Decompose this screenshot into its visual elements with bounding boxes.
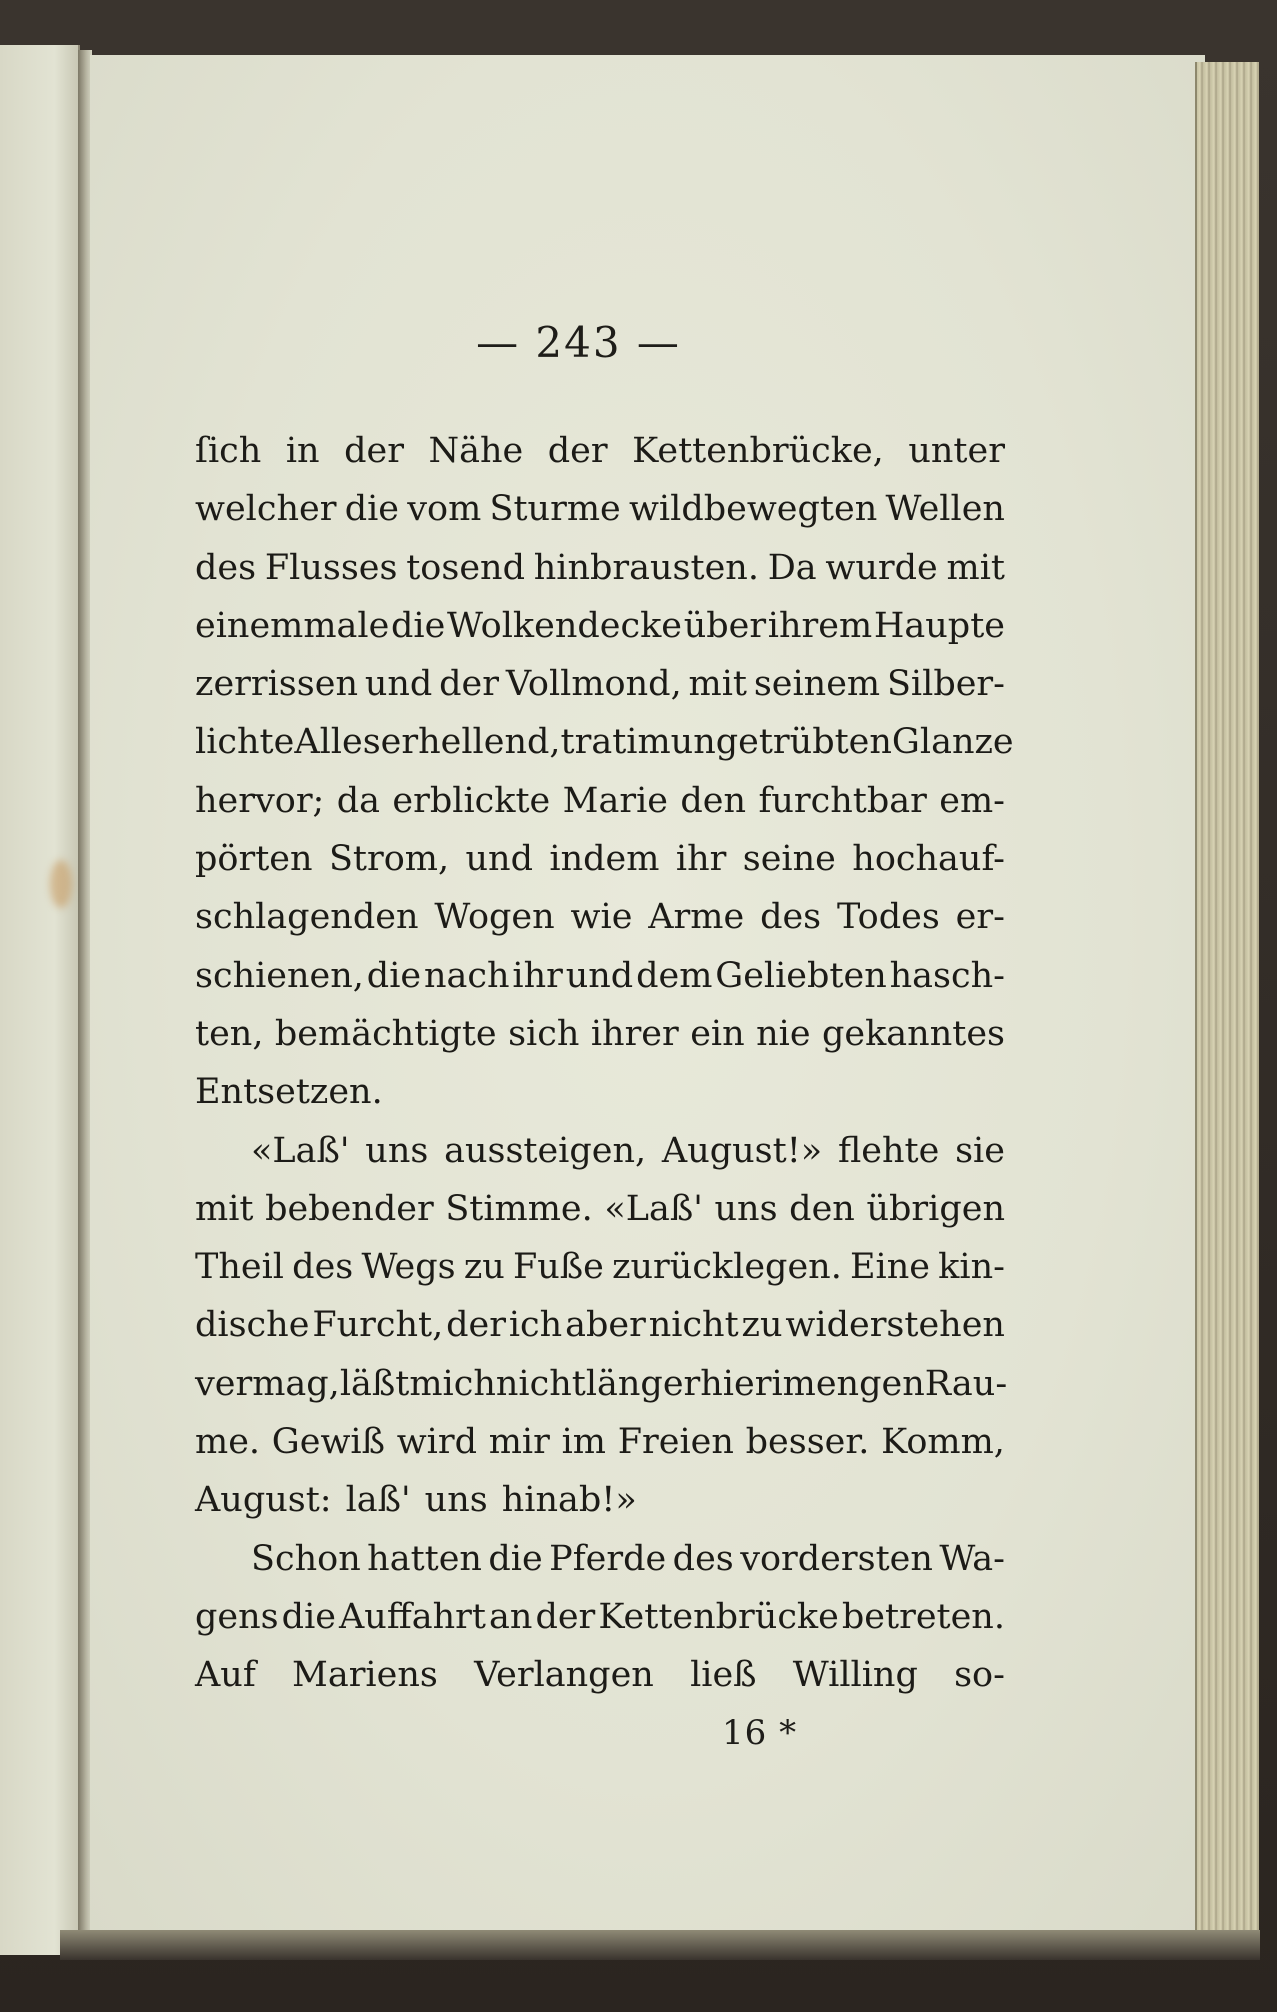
word: den bbox=[789, 1188, 855, 1229]
word: bebender bbox=[265, 1188, 434, 1229]
word: «Laß' bbox=[251, 1130, 350, 1171]
word: im bbox=[561, 1422, 606, 1463]
word: flehte bbox=[837, 1130, 940, 1171]
word: schlagenden bbox=[195, 897, 419, 938]
word: gekanntes bbox=[821, 1013, 1005, 1054]
word: unter bbox=[908, 431, 1005, 471]
word: welcher bbox=[195, 489, 337, 530]
paper-stain bbox=[50, 860, 72, 908]
word: in bbox=[285, 431, 320, 471]
word: die bbox=[366, 955, 422, 996]
word: die bbox=[281, 1596, 336, 1637]
word: und bbox=[465, 839, 534, 880]
word: Auffahrt bbox=[339, 1596, 486, 1637]
word: wurde bbox=[825, 547, 938, 588]
word: des bbox=[760, 897, 822, 938]
word: ihrer bbox=[590, 1013, 679, 1054]
word: mit bbox=[688, 664, 747, 705]
word: aussteigen, bbox=[444, 1130, 647, 1171]
word: den bbox=[680, 780, 747, 821]
word: erhellend, bbox=[380, 722, 561, 763]
text-line bbox=[195, 1005, 1005, 1063]
word: ſich bbox=[195, 431, 262, 471]
word: und bbox=[364, 664, 433, 705]
text-line bbox=[195, 1646, 1005, 1704]
word: hatten bbox=[367, 1538, 482, 1579]
word: Wegs bbox=[361, 1247, 456, 1288]
word: Geliebten bbox=[715, 955, 887, 996]
word: Wellen bbox=[885, 489, 1005, 530]
word: länger bbox=[585, 1363, 701, 1404]
text-line bbox=[195, 1471, 1005, 1529]
word: Nähe bbox=[428, 431, 524, 471]
text-line bbox=[195, 655, 1005, 713]
word: Glanze bbox=[891, 722, 1014, 763]
word: Vollmond, bbox=[505, 664, 682, 705]
word: vermag, bbox=[195, 1363, 340, 1404]
word: mich bbox=[409, 1363, 496, 1404]
word: mit bbox=[946, 547, 1005, 588]
word: hervor; bbox=[195, 780, 325, 821]
word: Todes bbox=[837, 897, 940, 938]
word: so- bbox=[954, 1655, 1005, 1696]
word: uns bbox=[714, 1188, 778, 1229]
word: sie bbox=[955, 1130, 1005, 1171]
word: nicht bbox=[648, 1305, 739, 1346]
word: gens bbox=[195, 1596, 279, 1637]
word: lichte bbox=[195, 722, 295, 763]
word: ihr bbox=[512, 955, 563, 996]
word: wildbewegten bbox=[628, 489, 878, 530]
word: Verlangen bbox=[474, 1655, 654, 1696]
word: im bbox=[626, 722, 671, 763]
word: August!» bbox=[661, 1130, 823, 1171]
text-line bbox=[195, 1180, 1005, 1238]
word: hinbrausten. bbox=[533, 547, 759, 588]
text-line bbox=[195, 597, 1005, 655]
word: Mariens bbox=[292, 1655, 438, 1696]
word: «Laß' bbox=[604, 1188, 703, 1229]
word: Entsetzen. bbox=[195, 1072, 383, 1113]
word: betreten. bbox=[841, 1596, 1005, 1637]
word: Theil bbox=[195, 1247, 284, 1288]
word: ihrem bbox=[767, 605, 873, 646]
word: der bbox=[446, 1305, 506, 1346]
word: ungetrübten bbox=[670, 722, 892, 763]
word: Kettenbrücke, bbox=[632, 431, 884, 471]
word: aber bbox=[565, 1305, 646, 1346]
word: der bbox=[535, 1596, 596, 1637]
word: der bbox=[547, 431, 608, 471]
word: er- bbox=[955, 897, 1005, 938]
word: einemmale bbox=[195, 605, 390, 646]
word: Flusses bbox=[264, 547, 398, 588]
word: ihr bbox=[675, 839, 727, 880]
word: hochauf- bbox=[852, 839, 1005, 880]
word: Gewiß bbox=[271, 1422, 385, 1463]
word: Wogen bbox=[434, 897, 555, 938]
word: Eine bbox=[850, 1247, 930, 1288]
word: ließ bbox=[690, 1655, 757, 1696]
word: des bbox=[672, 1538, 734, 1579]
word: ten, bbox=[195, 1013, 264, 1054]
text-line bbox=[195, 947, 1005, 1005]
text-line bbox=[195, 1063, 1005, 1121]
text-line bbox=[195, 713, 1014, 771]
word: Strom, bbox=[328, 839, 450, 880]
word: sich bbox=[508, 1013, 580, 1054]
word: indem bbox=[549, 839, 660, 880]
word: Alles bbox=[294, 722, 381, 763]
word: vom bbox=[407, 489, 482, 530]
signature-mark: 16 * bbox=[722, 1713, 798, 1753]
word: Schon bbox=[251, 1538, 361, 1579]
text-line bbox=[195, 1530, 1005, 1588]
word: Willing bbox=[792, 1655, 918, 1696]
word: zu bbox=[741, 1305, 783, 1346]
word: Haupte bbox=[873, 605, 1005, 646]
body-text bbox=[195, 422, 1014, 1705]
word: kin- bbox=[938, 1247, 1005, 1288]
word: besser. bbox=[745, 1422, 870, 1463]
text-line bbox=[195, 422, 1005, 480]
word: zurücklegen. bbox=[612, 1247, 842, 1288]
word: des bbox=[292, 1247, 354, 1288]
word: nie bbox=[756, 1013, 811, 1054]
text-line bbox=[195, 1413, 1005, 1471]
word: zerrissen bbox=[195, 664, 358, 705]
word: widerstehen bbox=[785, 1305, 1005, 1346]
word: tosend bbox=[406, 547, 525, 588]
word: dische bbox=[195, 1305, 310, 1346]
word: uns bbox=[424, 1480, 488, 1521]
word: Fuße bbox=[512, 1247, 604, 1288]
word: Auf bbox=[195, 1655, 256, 1696]
word: trat bbox=[560, 722, 627, 763]
word: me. bbox=[195, 1422, 261, 1463]
bottom-shadow bbox=[60, 1930, 1260, 1960]
word: Kettenbrücke bbox=[598, 1596, 839, 1637]
word: Stimme. bbox=[445, 1188, 593, 1229]
word: hier bbox=[700, 1363, 772, 1404]
word: der bbox=[344, 431, 404, 471]
page-header: — 243 — bbox=[476, 318, 681, 367]
word: wie bbox=[570, 897, 633, 938]
word: mit bbox=[195, 1188, 254, 1229]
word: pörten bbox=[195, 839, 313, 880]
word: Pferde bbox=[549, 1538, 667, 1579]
word: hasch- bbox=[889, 955, 1005, 996]
word: bemächtigte bbox=[274, 1013, 497, 1054]
word: hinab!» bbox=[501, 1480, 637, 1521]
word: furchtbar bbox=[758, 780, 927, 821]
text-line bbox=[195, 480, 1005, 538]
text-line bbox=[195, 1238, 1005, 1296]
word: im bbox=[771, 1363, 816, 1404]
text-line bbox=[195, 1588, 1005, 1646]
text-line bbox=[195, 539, 1005, 597]
word: em- bbox=[939, 780, 1005, 821]
word: laß' bbox=[345, 1480, 411, 1521]
word: da bbox=[336, 780, 381, 821]
word: Rau- bbox=[924, 1363, 1008, 1404]
word: und bbox=[565, 955, 634, 996]
word: ein bbox=[690, 1013, 745, 1054]
word: an bbox=[488, 1596, 533, 1637]
word: seinem bbox=[753, 664, 881, 705]
word: uns bbox=[365, 1130, 429, 1171]
text-line bbox=[195, 1355, 1008, 1413]
word: die bbox=[344, 489, 399, 530]
word: Furcht, bbox=[312, 1305, 444, 1346]
word: Komm, bbox=[881, 1422, 1005, 1463]
word: des bbox=[195, 547, 257, 588]
word: Da bbox=[767, 547, 817, 588]
word: Freien bbox=[617, 1422, 734, 1463]
word: erblickte bbox=[392, 780, 551, 821]
word: Marie bbox=[562, 780, 668, 821]
word: die bbox=[488, 1538, 543, 1579]
word: die bbox=[391, 605, 446, 646]
word: nach bbox=[423, 955, 510, 996]
word: Sturme bbox=[489, 489, 621, 530]
word: dem bbox=[636, 955, 713, 996]
text-line bbox=[195, 888, 1005, 946]
word: Wolkendecke bbox=[447, 605, 682, 646]
word: zu bbox=[463, 1247, 505, 1288]
text-line bbox=[195, 1122, 1005, 1180]
text-line bbox=[195, 830, 1005, 888]
word: seine bbox=[742, 839, 836, 880]
word: mir bbox=[488, 1422, 550, 1463]
word: ich bbox=[508, 1305, 563, 1346]
word: über bbox=[683, 605, 767, 646]
word: Wa- bbox=[939, 1538, 1005, 1579]
word: Arme bbox=[648, 897, 745, 938]
text-line bbox=[195, 772, 1005, 830]
word: engen bbox=[815, 1363, 925, 1404]
word: nicht bbox=[495, 1363, 586, 1404]
word: schienen, bbox=[195, 955, 364, 996]
word: wird bbox=[396, 1422, 477, 1463]
word: übrigen bbox=[866, 1188, 1005, 1229]
word: der bbox=[439, 664, 500, 705]
word: Silber- bbox=[886, 664, 1005, 705]
word: vordersten bbox=[740, 1538, 933, 1579]
word: August: bbox=[195, 1480, 332, 1521]
word: läßt bbox=[339, 1363, 410, 1404]
text-line bbox=[195, 1296, 1005, 1354]
